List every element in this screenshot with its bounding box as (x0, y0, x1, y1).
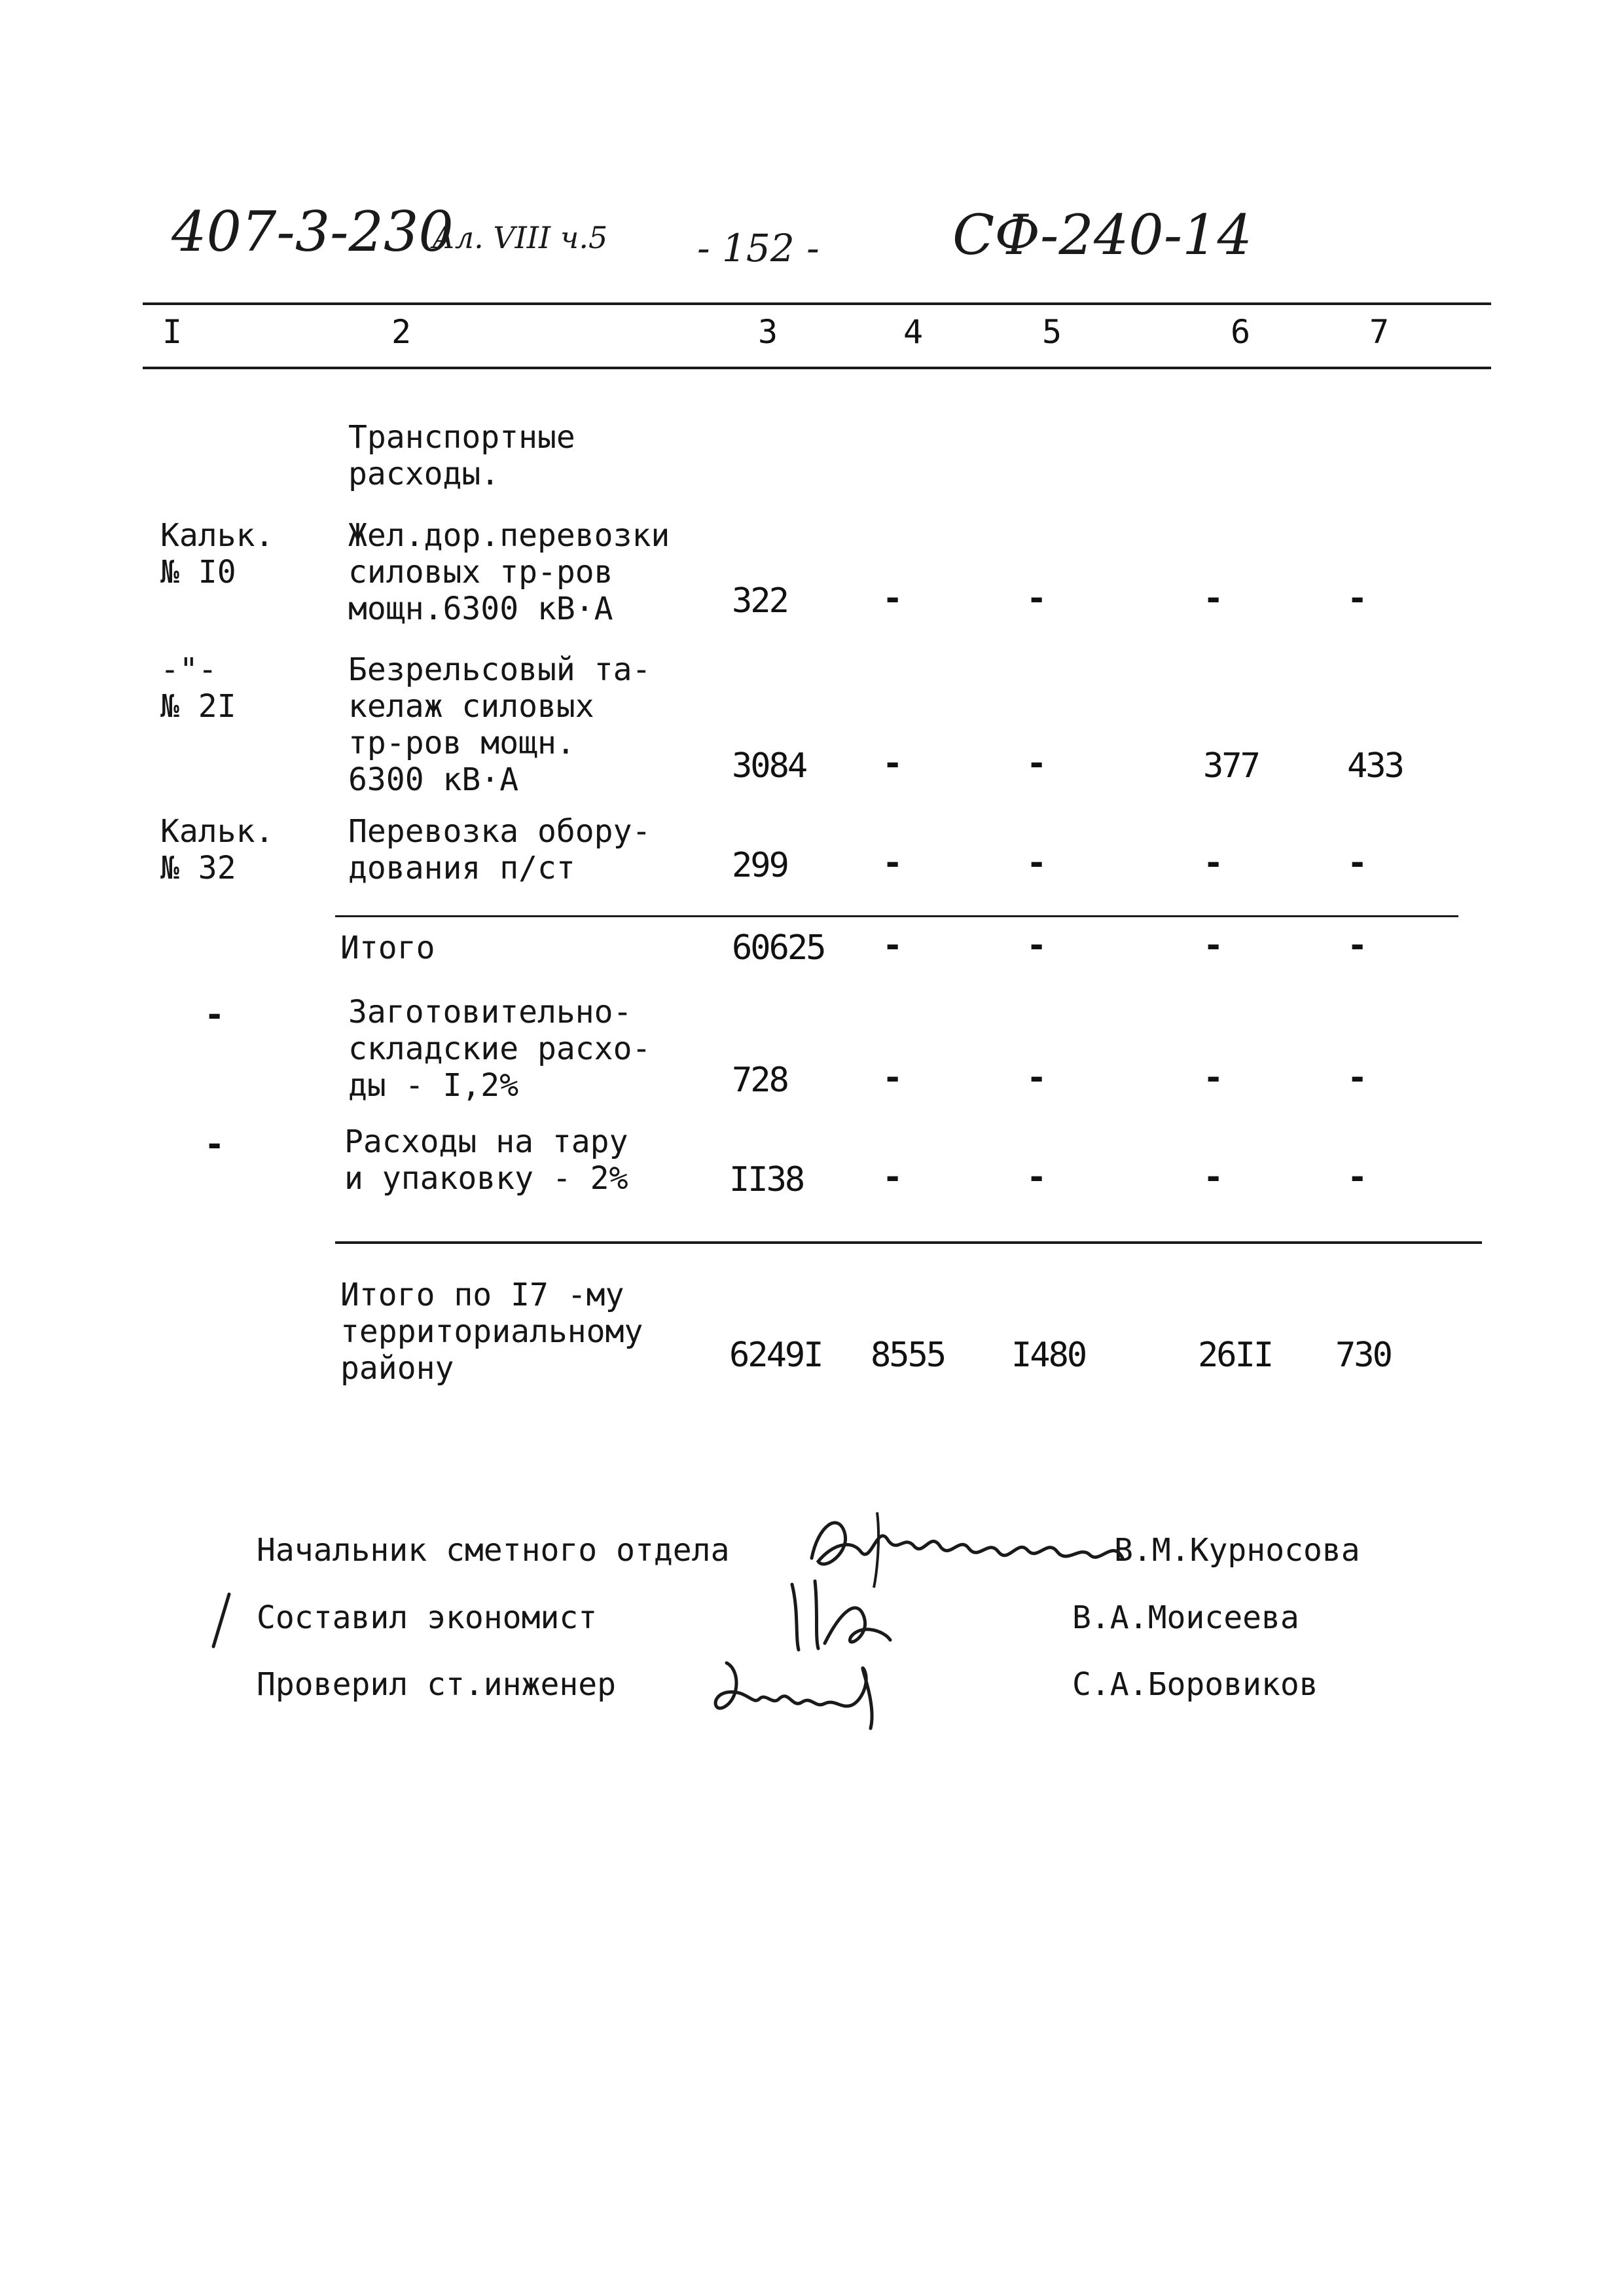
signature-borovikov (700, 1643, 910, 1735)
row-desc (348, 651, 651, 798)
subtotal-c3: 60625 (732, 928, 825, 968)
cell-c7: - (1347, 843, 1368, 883)
cell-c5: - (1026, 579, 1047, 618)
row-desc-line: Расходы на тару (344, 1123, 628, 1160)
total-desc-line: Итого по I7 -му (340, 1277, 624, 1313)
row-ref-line: Кальк. (160, 813, 274, 850)
row-desc-line: складские расхо- (348, 1030, 651, 1067)
cell-c5: - (1026, 1157, 1047, 1197)
cell-c6: - (1203, 843, 1224, 883)
cell-c7: - (1347, 1157, 1368, 1197)
cell-c7: - (1347, 1058, 1368, 1097)
cell-c5: - (1026, 1058, 1047, 1097)
table-header-rule (143, 367, 1491, 369)
row-ref-line: № I0 (160, 554, 236, 591)
cell-c3: 3084 (732, 746, 806, 786)
total-c3: 6249I (729, 1336, 822, 1375)
section-title (348, 419, 575, 492)
row-ref-line: № 2I (160, 688, 236, 725)
total-desc (340, 1277, 643, 1387)
cell-c6: 377 (1203, 746, 1259, 786)
cell-c7: - (1347, 579, 1368, 618)
cell-c5: - (1026, 744, 1047, 783)
subtotal-c7: - (1347, 926, 1368, 965)
row-desc-line: тр-ров мощн. (348, 725, 575, 761)
cell-c3: 322 (732, 581, 787, 621)
cell-c3: 728 (732, 1061, 787, 1100)
col-header-5: 5 (1042, 313, 1062, 351)
row-desc-line: Безрельсовый та- (348, 651, 651, 688)
col-header-3: 3 (758, 313, 778, 351)
row-desc (348, 517, 670, 627)
cell-c6: - (1203, 579, 1224, 618)
cell-c4: - (882, 579, 903, 618)
cell-c3: 299 (732, 846, 787, 885)
row-desc-line: Жел.дор.перевозки (348, 517, 670, 554)
total-c4: 8555 (871, 1336, 945, 1375)
row-ref (160, 517, 274, 591)
col-header-7: 7 (1369, 313, 1390, 351)
total-desc-line: району (340, 1350, 454, 1387)
row-desc (348, 994, 651, 1104)
signature-role: Начальник сметного отдела (257, 1532, 730, 1569)
signature-role: Составил экономист (257, 1599, 598, 1636)
row-desc-line: Заготовительно- (348, 994, 632, 1030)
row-ref (160, 651, 236, 725)
cell-c4: - (882, 1058, 903, 1097)
row-desc-line: мощн.6300 кВ·А (348, 591, 613, 627)
total-c6: 26II (1198, 1336, 1272, 1375)
row-ref: - (204, 1125, 225, 1164)
col-header-6: 6 (1231, 313, 1251, 351)
row-desc-line: 6300 кВ·А (348, 761, 519, 798)
row-desc (344, 1123, 628, 1197)
section-title-line: Транспортные (348, 419, 575, 456)
row-desc (348, 813, 651, 886)
row-desc-line: келаж силовых (348, 688, 594, 725)
row-ref: - (204, 995, 225, 1034)
row-desc-line: силовых тр-ров (348, 554, 613, 591)
row-desc-line: ды - I,2% (348, 1067, 519, 1104)
subtotal-c6: - (1203, 926, 1224, 965)
cell-c5: - (1026, 843, 1047, 883)
sheet-code: СФ-240-14 (952, 203, 1252, 267)
cell-c4: - (882, 744, 903, 783)
row-ref-line: -"- (160, 651, 217, 688)
table-top-rule (143, 302, 1491, 305)
page-number: - 152 - (697, 226, 820, 270)
signature-name: С.А.Боровиков (1072, 1666, 1318, 1703)
cell-c7: 433 (1347, 746, 1403, 786)
subtotal-label: Итого (340, 930, 435, 966)
signature-role: Проверил ст.инженер (257, 1666, 617, 1703)
margin-mark (208, 1591, 234, 1650)
album-ref: Ал. VIII ч.5 (432, 220, 608, 255)
row-ref-line: № 32 (160, 850, 236, 886)
cell-c4: - (882, 843, 903, 883)
total-c5: I480 (1011, 1336, 1086, 1375)
signature-name: В.М.Курносова (1114, 1532, 1360, 1569)
col-header-2: 2 (391, 313, 412, 351)
col-header-1: I (162, 313, 183, 351)
row-ref (160, 813, 274, 886)
row-desc-line: и упаковку - 2% (344, 1160, 628, 1197)
signature-name: В.А.Моисеева (1072, 1599, 1299, 1636)
subtotal-c4: - (882, 926, 903, 965)
col-header-4: 4 (903, 313, 924, 351)
doc-code: 407-3-230 (171, 200, 454, 264)
total-desc-line: территориальному (340, 1313, 643, 1350)
row-desc-line: дования п/ст (348, 850, 575, 886)
row-ref-line: Кальк. (160, 517, 274, 554)
cell-c3: II38 (729, 1160, 804, 1199)
section-title-line: расходы. (348, 456, 500, 492)
total-c7: 730 (1335, 1336, 1391, 1375)
total-rule (335, 1241, 1482, 1244)
subtotal-c5: - (1026, 926, 1047, 965)
subtotal-rule (335, 915, 1458, 917)
row-desc-line: Перевозка обору- (348, 813, 651, 850)
cell-c6: - (1203, 1058, 1224, 1097)
cell-c4: - (882, 1157, 903, 1197)
cell-c6: - (1203, 1157, 1224, 1197)
